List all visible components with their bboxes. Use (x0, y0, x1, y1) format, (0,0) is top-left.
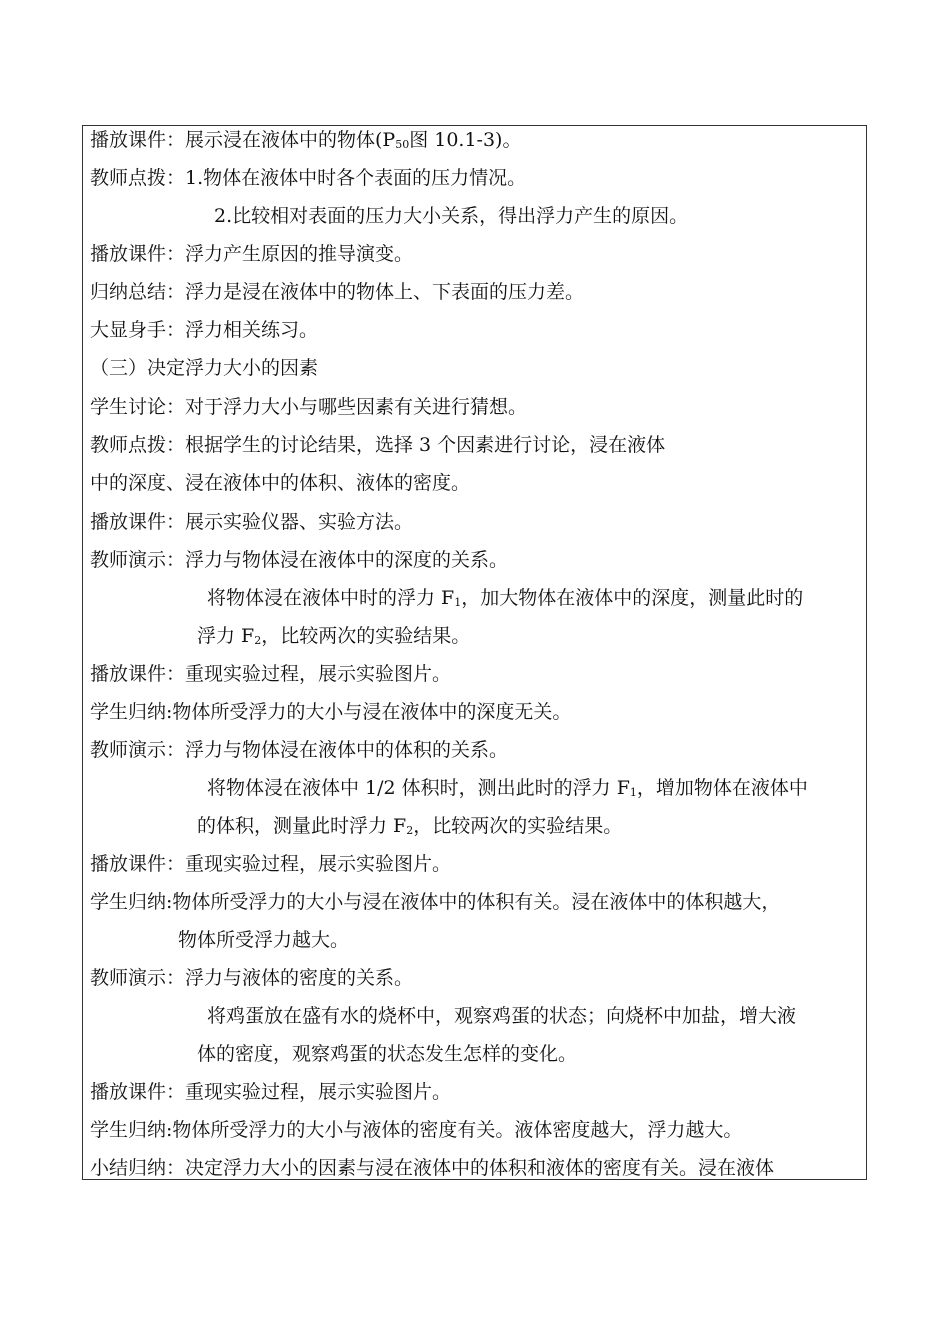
text-line-14: 浮力 $F_2$，比较两次的实验结果。 (197, 625, 471, 647)
text-line-4: 播放课件：浮力产生原因的推导演变。 (90, 243, 414, 265)
text-line-2: 教师点拨：1.物体在液体中时各个表面的压力情况。 (90, 167, 527, 189)
text-line-15: 播放课件：重现实验过程，展示实验图片。 (90, 663, 452, 685)
text-line-12: 教师演示：浮力与物体浸在液体中的深度的关系。 (90, 549, 509, 571)
text-line-3: 2.比较相对表面的压力大小关系，得出浮力产生的原因。 (214, 205, 689, 227)
text-line-8: 学生讨论：对于浮力大小与哪些因素有关进行猜想。 (90, 396, 528, 418)
text-line-26: 播放课件：重现实验过程，展示实验图片。 (90, 1081, 452, 1103)
text-line-11: 播放课件：展示实验仪器、实验方法。 (90, 511, 414, 533)
text-line-19: 的体积，测量此时浮力 $F_2$，比较两次的实验结果。 (197, 815, 623, 837)
text-line-23: 教师演示：浮力与液体的密度的关系。 (90, 967, 414, 989)
text-line-21: 学生归纳:物体所受浮力的大小与浸在液体中的体积有关。浸在液体中的体积越大， (90, 891, 781, 913)
text-line-24: 将鸡蛋放在盛有水的烧杯中，观察鸡蛋的状态；向烧杯中加盐，增大液 (207, 1005, 797, 1027)
text-line-17: 教师演示：浮力与物体浸在液体中的体积的关系。 (90, 739, 509, 761)
text-line-16: 学生归纳:物体所受浮力的大小与浸在液体中的深度无关。 (90, 701, 572, 723)
text-line-10: 中的深度、浸在液体中的体积、液体的密度。 (90, 472, 471, 494)
text-line-28: 小结归纳：决定浮力大小的因素与浸在液体中的体积和液体的密度有关。浸在液体 (90, 1157, 775, 1179)
section-heading: （三）决定浮力大小的因素 (90, 357, 319, 379)
text-line-6: 大显身手：浮力相关练习。 (90, 319, 319, 341)
text-line-1: 播放课件：展示浸在液体中的物体($P_{50}$图 10.1-3)。 (90, 129, 522, 151)
text-line-5: 归纳总结：浮力是浸在液体中的物体上、下表面的压力差。 (90, 281, 585, 303)
text-line-18: 将物体浸在液体中 1/2 体积时，测出此时的浮力 $F_1$，增加物体在液体中 (207, 777, 808, 799)
text-line-22: 物体所受浮力越大。 (178, 929, 350, 951)
text-line-20: 播放课件：重现实验过程，展示实验图片。 (90, 853, 452, 875)
text-line-13: 将物体浸在液体中时的浮力 $F_1$，加大物体在液体中的深度，测量此时的 (207, 587, 804, 609)
text-line-25: 体的密度，观察鸡蛋的状态发生怎样的变化。 (197, 1043, 578, 1065)
text-line-27: 学生归纳:物体所受浮力的大小与液体的密度有关。液体密度越大，浮力越大。 (90, 1119, 743, 1141)
text-line-9: 教师点拨：根据学生的讨论结果，选择 3 个因素进行讨论，浸在液体 (90, 434, 666, 456)
